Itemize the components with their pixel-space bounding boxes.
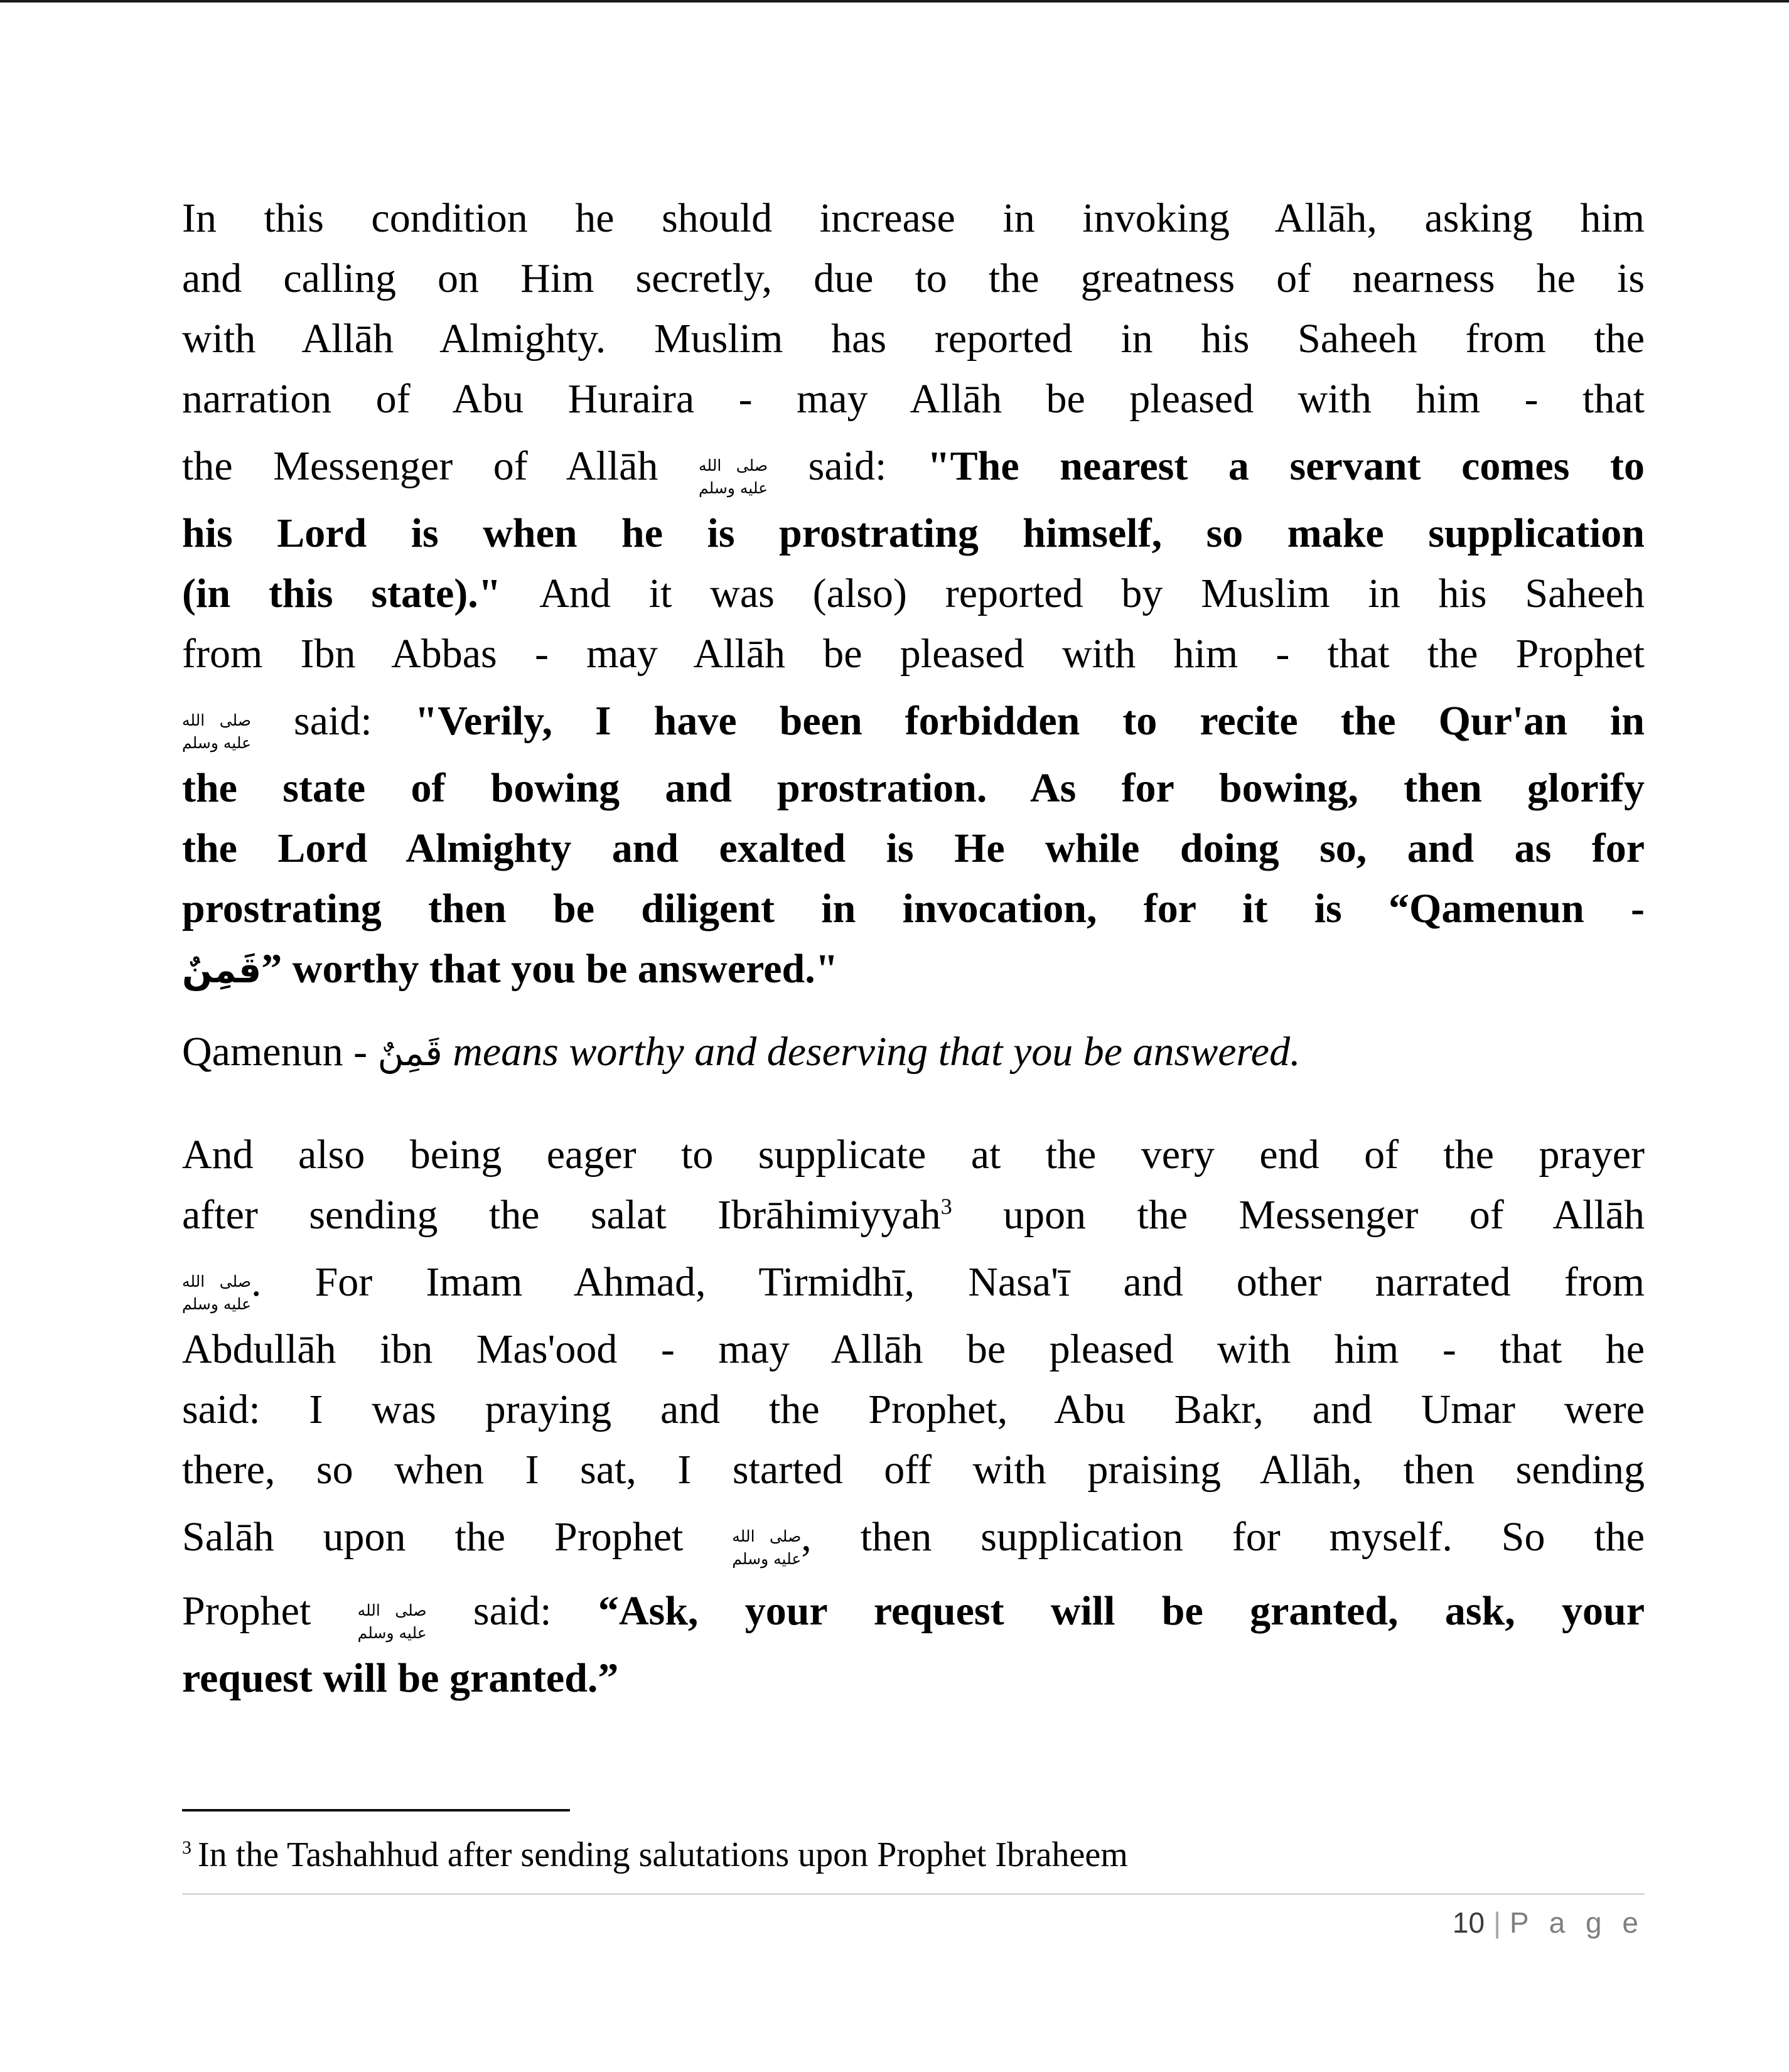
page-label: P a g e — [1510, 1906, 1645, 1939]
text-line — [182, 1125, 1645, 1185]
text-segment: said: — [768, 443, 927, 489]
body-text — [182, 188, 1645, 1709]
text-segment: from Ibn Abbas - may Allāh be pleased with him - that the Prophet — [182, 631, 1645, 677]
text-segment: the Messenger of Allāh — [182, 443, 699, 489]
text-line — [182, 564, 1645, 624]
text-segment: ” worthy that you be answered." — [261, 946, 839, 992]
paragraph-p3 — [182, 1125, 1645, 1709]
top-edge-rule — [0, 0, 1789, 3]
text-line — [182, 1440, 1645, 1500]
footnote-text: In the Tashahhud after sending salutations upon Prophet Ibraheem — [198, 1835, 1128, 1874]
text-line — [182, 1574, 1645, 1648]
text-line — [182, 503, 1645, 564]
text-segment: Salāh upon the Prophet — [182, 1514, 733, 1560]
text-line — [182, 819, 1645, 879]
text-segment: And also being eager to supplicate at the very end of the prayer — [182, 1132, 1645, 1178]
text-segment: Qamenun - — [182, 1029, 378, 1075]
pagination — [182, 1905, 1645, 1940]
text-segment: said: — [426, 1588, 598, 1634]
text-segment: upon the Messenger of Allāh — [952, 1192, 1645, 1238]
text-line — [182, 939, 1645, 1001]
text-segment: with Allāh Almighty. Muslim has reported in his Saheeh from the — [182, 316, 1645, 362]
text-segment: the state of bowing and prostration. As for bowing, then glorify — [182, 765, 1645, 811]
text-segment: request will be granted.” — [182, 1655, 619, 1701]
page-number-separator: | — [1493, 1906, 1502, 1939]
text-segment: prostrating then be diligent in invocation, for it is “Qamenun - — [182, 886, 1645, 931]
footnote-separator-rule — [182, 1809, 570, 1812]
text-line — [182, 1245, 1645, 1319]
saw-honorific: صلى الله عليه وسلم — [182, 711, 252, 752]
paragraph-p2 — [182, 1022, 1645, 1083]
text-segment: 3 — [940, 1194, 952, 1219]
text-segment: after sending the salat Ibrāhimiyyah — [182, 1192, 941, 1238]
text-segment: , then supplication for myself. So the — [801, 1514, 1645, 1560]
text-line — [182, 758, 1645, 819]
text-segment: (in this state)." — [182, 571, 540, 616]
text-segment: means worthy and deserving that you be answered. — [442, 1029, 1301, 1075]
footnote-marker: 3 — [182, 1837, 191, 1859]
text-segment: said: — [251, 698, 415, 744]
text-line — [182, 309, 1645, 369]
text-segment: "The nearest a servant comes to — [927, 443, 1645, 489]
saw-honorific: صلى الله عليه وسلم — [732, 1527, 802, 1568]
text-line — [182, 1319, 1645, 1380]
text-segment: Abdullāh ibn Mas'ood - may Allāh be pleased with him - that he — [182, 1326, 1645, 1372]
text-line — [182, 684, 1645, 758]
page-number: 10 — [1452, 1906, 1485, 1939]
text-line — [182, 1185, 1645, 1245]
text-line — [182, 249, 1645, 309]
text-segment: and calling on Him secretly, due to the greatness of nearness he is — [182, 255, 1645, 301]
paragraph-p1 — [182, 188, 1645, 1001]
text-line — [182, 1380, 1645, 1440]
text-segment: . For Imam Ahmad, Tirmidhī, Nasa'ī and other narrated from — [251, 1259, 1645, 1305]
text-line — [182, 1500, 1645, 1574]
text-segment: And it was (also) reported by Muslim in his Saheeh — [539, 571, 1645, 616]
text-segment: said: I was praying and the Prophet, Abu Bakr, and Umar were — [182, 1387, 1645, 1432]
text-line — [182, 369, 1645, 429]
page-content — [182, 188, 1645, 1940]
text-segment: Prophet — [182, 1588, 358, 1634]
text-segment: In this condition he should increase in invoking Allāh, asking him — [182, 195, 1645, 241]
pagination-rule — [182, 1893, 1645, 1895]
saw-honorific: صلى الله عليه وسلم — [182, 1272, 252, 1313]
text-segment: "Verily, I have been forbidden to recite the Qur'an in — [414, 698, 1645, 744]
text-segment: there, so when I sat, I started off with praising Allāh, then sending — [182, 1447, 1645, 1493]
text-segment: narration of Abu Huraira - may Allāh be pleased with him - that — [182, 376, 1645, 422]
text-segment: قَمِنٌ — [377, 1033, 443, 1074]
saw-honorific: صلى الله عليه وسلم — [699, 456, 768, 497]
text-line — [182, 624, 1645, 684]
text-segment: the Lord Almighty and exalted is He while doing so, and as for — [182, 825, 1645, 871]
text-line — [182, 1648, 1645, 1709]
text-line — [182, 1022, 1645, 1083]
text-line — [182, 879, 1645, 939]
saw-honorific: صلى الله عليه وسلم — [357, 1601, 427, 1642]
text-segment: his Lord is when he is prostrating himself, so make supplication — [182, 510, 1645, 556]
text-segment: “Ask, your request will be granted, ask, your — [598, 1588, 1645, 1634]
text-line — [182, 429, 1645, 503]
text-segment: قَمِنٌ — [182, 950, 262, 991]
text-line — [182, 188, 1645, 249]
footnote — [182, 1833, 1645, 1877]
